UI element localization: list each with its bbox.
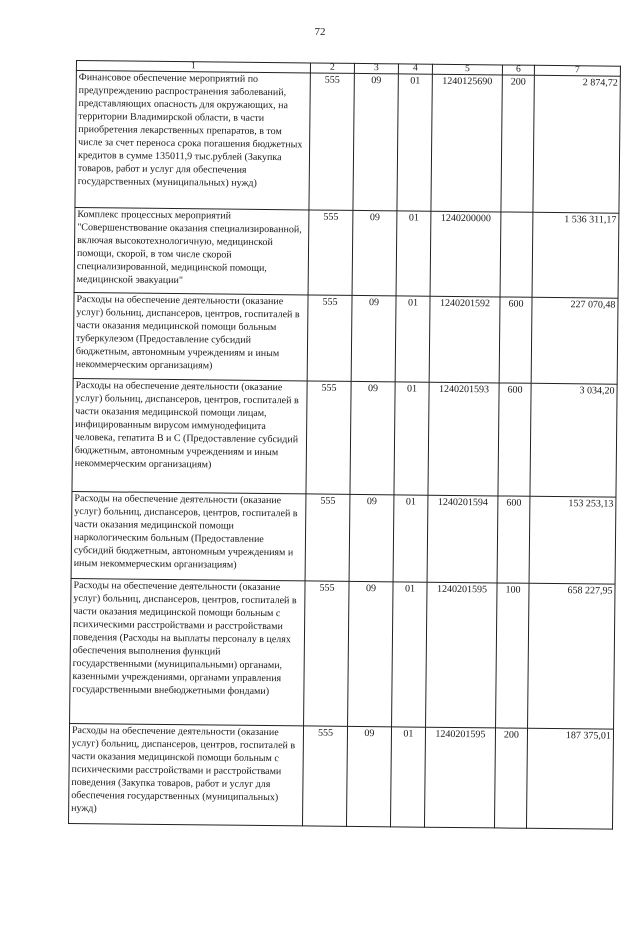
row-target-article: 1240201593 (428, 382, 499, 496)
row-target-article: 1240201594 (427, 495, 498, 583)
row-subsection-code: 01 (393, 495, 428, 582)
row-target-article: 1240125690 (431, 74, 502, 212)
row-amount: 1 536 311,17 (532, 212, 619, 298)
row-admin-code: 555 (308, 210, 353, 295)
row-description: Расходы на обеспечение деятельности (оказание услуг) больниц, диспансеров, центров, госпиталей в части оказания медицинской помощи больным с психическими расстройствами и расстройствами поведения (Расходы на выплаты персоналу в целях обеспечения выполнения функций государственными (муниципальными) органами, казенными учреждениями, органами управления государственными внебюджетными фондами) (70, 578, 306, 725)
column-header-5: 5 (432, 64, 502, 75)
row-target-article: 1240201595 (424, 727, 495, 828)
row-admin-code: 555 (306, 381, 351, 494)
row-description: Расходы на обеспечение деятельности (оказание услуг) больниц, диспансеров, центров, госпиталей в части оказания медицинской помощи наркологическим больным (Предоставление субсидий бюджетным, автономным учреждениям и иным некоммерческим организациям) (71, 491, 306, 580)
table-row (71, 491, 616, 584)
row-expense-type: 600 (498, 383, 531, 496)
table-row (75, 71, 620, 214)
row-section-code: 09 (350, 381, 395, 494)
row-expense-type: 600 (499, 297, 532, 383)
column-header-7: 7 (534, 65, 620, 76)
table-row (72, 378, 617, 497)
row-expense-type: 200 (501, 75, 534, 212)
table-row (70, 578, 615, 729)
column-header-4: 4 (398, 64, 432, 74)
row-admin-code: 555 (305, 494, 350, 581)
row-subsection-code: 01 (394, 382, 429, 495)
column-header-3: 3 (354, 63, 398, 73)
column-header-6: 6 (502, 65, 534, 75)
table-row (73, 292, 618, 384)
row-admin-code: 555 (302, 726, 347, 826)
page-number: 72 (314, 26, 326, 38)
row-amount: 187 375,01 (526, 728, 613, 829)
row-description: Комплекс процессных мероприятий "Совершенствование оказания специализированной, включая высокотехнологичную, медицинской помощи, скорой, в том числе скорой специализированной, медицинской помощи, медицинской эвакуации" (74, 207, 309, 294)
row-amount: 658 227,95 (528, 583, 616, 729)
row-expense-type: 100 (496, 583, 530, 728)
row-amount: 2 874,72 (533, 75, 620, 213)
table-row (74, 207, 619, 298)
row-section-code: 09 (351, 295, 396, 381)
row-section-code: 09 (348, 581, 394, 726)
row-subsection-code: 01 (390, 727, 425, 827)
row-expense-type: 600 (497, 496, 530, 583)
row-amount: 3 034,20 (530, 383, 617, 497)
budget-table (68, 60, 621, 830)
row-section-code: 09 (346, 726, 391, 826)
row-description: Расходы на обеспечение деятельности (оказание услуг) больниц, диспансеров, центров, госпиталей в части оказания медицинской помощи больным с психическими расстройствами и расстройствами поведения (Закупка товаров, работ и услуг для обеспечения государственных (муниципальных) нужд) (69, 723, 304, 825)
row-target-article: 1240201595 (426, 582, 498, 728)
row-expense-type (500, 212, 533, 297)
row-subsection-code: 01 (396, 211, 431, 296)
row-section-code: 09 (353, 73, 398, 210)
column-header-1: 1 (76, 61, 310, 73)
row-description: Финансовое обеспечение мероприятий по предупреждению распространения заболеваний, представляющих опасность для окружающих, на территории Владимирской области, в части приобретения лекарственных препаратов, в том числе за счет переноса срока погашения бюджетных кредитов в сумме 135011,9 тыс.рублей (Закупка товаров, работ и услуг для обеспечения государственных (муниципальных) нужд) (75, 71, 310, 210)
table-row (69, 723, 614, 829)
row-description: Расходы на обеспечение деятельности (оказание услуг) больниц, диспансеров, центров, госпиталей в части оказания медицинской помощи лицам, инфицированным вирусом иммунодефицита человека, гепатита В и С (Предоставление субсидий бюджетным, автономным учреждениям и иным некоммерческим организациям) (72, 378, 307, 493)
row-expense-type: 200 (494, 728, 527, 828)
row-section-code: 09 (352, 210, 397, 295)
row-amount: 227 070,48 (531, 297, 618, 384)
column-header-2: 2 (310, 63, 354, 73)
row-admin-code: 555 (304, 581, 350, 726)
row-amount: 153 253,13 (529, 496, 616, 584)
row-target-article: 1240200000 (430, 211, 501, 297)
row-section-code: 09 (349, 494, 394, 581)
row-subsection-code: 01 (397, 74, 432, 211)
row-target-article: 1240201592 (429, 296, 500, 383)
row-subsection-code: 01 (395, 296, 430, 382)
row-admin-code: 555 (307, 295, 352, 381)
row-admin-code: 555 (309, 73, 354, 210)
row-subsection-code: 01 (392, 582, 428, 727)
row-description: Расходы на обеспечение деятельности (оказание услуг) больниц, диспансеров, центров, госпиталей в части оказания медицинской помощи больным туберкулезом (Предоставление субсидий бюджетным, автономным учреждениям и иным некоммерческим организациям) (73, 292, 308, 380)
